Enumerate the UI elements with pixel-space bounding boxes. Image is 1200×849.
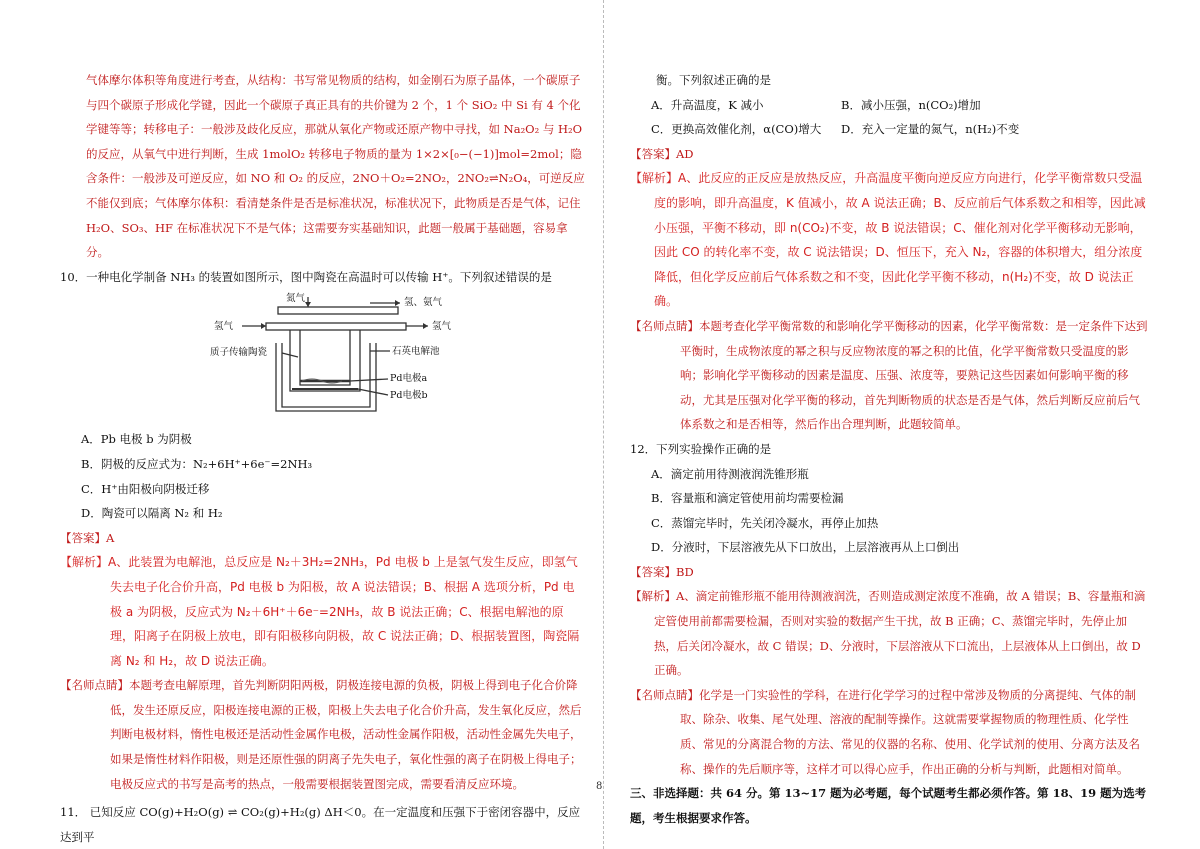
q10-analysis: 【解析】A、此装置为电解池，总反应是 N₂＋3H₂=2NH₃，Pd 电极 b 上是氢气发生反应，即氢气失去电子化合价升高，Pd 电极 b 为阳极，故 A 说法错误；B、根据 A 选项分析，Pd 电极 a 为阴极，反应式为 N₂＋6H⁺＋6e⁻=2NH₃，故 B 说法正确；C、根据电解池的原理，阳离子在阴极上放电，即有阳极移向阴极，故 C 说法正确；D、根据装置图，陶瓷隔离 N₂ 和 H₂，故 D 说法正确。 [60,555,580,668]
q11-stem: 11． 已知反应 CO(g)+H₂O(g) ⇌ CO₂(g)+H₂(g) ΔH＜0。在一定温度和压强下于密闭容器中，反应达到平 [60,805,581,844]
q11-comment: 【名师点睛】本题考查化学平衡常数的和影响化学平衡移动的因素，化学平衡常数：是一定条件下达到平衡时，生成物浓度的幂之积与反应物浓度的幂之积的比值，化学平衡常数只受温度的影响；影响化学平衡移动的因素是温度、压强、浓度等，要熟记这些因素如何影响平衡的移动，尤其是压强对化学平衡的移动，首先判断物质的状态是否是气体，然后判断反应前后气体系数之和是否相等，然后作出合理判断，此题较简单。 [630,318,1148,432]
label-hydrogen-out: 氢气 [432,321,452,333]
q9-comment-tail: 气体摩尔体积等角度进行考查，从结构：书写常见物质的结构，如金刚石为原子晶体，一个碳原子与四个碳原子形成化学键，因此一个碳原子真正具有的共价键为 2 个，1 个 SiO₂ 中 Si 有 4 个化学键等等；转移电子：一般涉及歧化反应，那就从氧化产物或还原产物中寻找，如 Na₂O₂ 与 H₂O 的反应，从氧气中进行判断，生成 1molO₂ 转移电子物质的量为 1×2×[₀−(−1)]mol=2mol；隐含条件：一般涉及可逆反应，如 NO 和 O₂ 的反应，2NO＋O₂=2NO₂，2NO₂⇌N₂O₄，可逆反应不能仅到底；气体摩尔体积：看清楚条件是否是标准状况，标准状况下，此物质是否是气体，记住 H₂O、SO₃、HF 在标准状况下不是气体；这需要夯实基础知识，此题一般属于基础题，容易拿分。 [86,73,585,260]
q10-answer: 【答案】A [60,530,115,545]
q12-option-b: B．容量瓶和滴定管使用前均需要检漏 [651,491,844,506]
q11-option-a: A．升高温度，K 减小 [651,97,764,112]
q10-option-c: C．H⁺由阳极向阴极迁移 [81,481,210,496]
q11-analysis: 【解析】A、此反应的正反应是放热反应，升高温度平衡向逆反应方向进行，化学平衡常数只受温度的影响，即升高温度，K 值减小，故 A 说法正确；B、反应前后气体系数之和相等，因此减小压强，平衡不移动，即 n(CO₂)不变，故 B 说法错误；C、催化剂对化学平衡移动无影响，因此 CO 的转化率不变，故 C 说法错误；D、恒压下，充入 N₂，容器的体积增大，组分浓度降低，但化学反应前后气体系数之和不变，因此化学平衡不移动，n(H₂)不变，故 D 说法正确。 [630,171,1146,309]
q12-analysis: 【解析】A、滴定前锥形瓶不能用待测液润洗，否则造成测定浓度不准确，故 A 错误；B、容量瓶和滴定管使用前都需要检漏，否则对实验的数据产生干扰，故 B 正确；C、蒸馏完毕时，先停止加热，后关闭冷凝水，故 C 错误；D、分液时，下层溶液从下口流出，上层液体从上口倒出，故 D 正确。 [630,589,1146,678]
q11-options-row-2 [630,117,1150,142]
q12-option-a: A．滴定前用待测液润洗锥形瓶 [651,466,809,481]
electrolysis-apparatus-figure [210,293,500,421]
apparatus-drawing [230,293,500,421]
q12-stem: 12．下列实验操作正确的是 [630,441,772,456]
q10-option-a: A．Pb 电极 b 为阴极 [81,432,192,447]
page-number: 8 [596,781,603,792]
label-hydrogen-in: 氢气 [214,321,234,333]
label-hydrogen-ammonia-out: 氢、氨气 [404,297,443,309]
q12-option-c: C．蒸馏完毕时，先关闭冷凝水，再停止加热 [651,515,879,530]
q11-option-c: C．更换高效催化剂，α(CO)增大 [651,122,822,137]
label-pd-electrode-a: Pd电极a [390,373,428,385]
q11-options-row-1 [630,93,1150,118]
label-pd-electrode-b: Pd电极b [390,390,428,402]
q12-option-d: D．分液时，下层溶液先从下口放出，上层溶液再从上口倒出 [651,540,960,555]
q11-stem-continued: 衡。下列叙述正确的是 [656,73,771,87]
label-quartz-cell: 石英电解池 [392,346,440,358]
right-column [630,68,1150,830]
q11-option-d: D．充入一定量的氮气，n(H₂)不变 [841,122,1020,137]
q11-option-b: B．减小压强，n(CO₂)增加 [841,97,981,112]
q11-answer: 【答案】AD [630,146,694,161]
column-divider [603,0,604,849]
label-proton-ceramic: 质子传输陶瓷 [210,347,268,359]
q10-option-b: B．阴极的反应式为：N₂+6H⁺+6e⁻=2NH₃ [81,456,313,471]
q12-comment: 【名师点睛】化学是一门实验性的学科，在进行化学学习的过程中常涉及物质的分离提纯、气体的制取、除杂、收集、尾气处理、溶液的配制等操作。这就需要掌握物质的物理性质、化学性质、常见的分离混合物的方法、常见的仪器的名称、使用、化学试剂的使用、分离方法及名称、操作的先后顺序等，这样才可以得心应手，作出正确的分析与判断，此题相对简单。 [630,687,1140,776]
section-3-heading: 三、非选择题：共 64 分。第 13~17 题为必考题，每个试题考生都必须作答。第 18、19 题为选考题，考生根据要求作答。 [630,786,1147,825]
left-column [60,68,585,849]
q10-option-d: D．陶瓷可以隔离 N₂ 和 H₂ [81,506,223,521]
q10-stem: 10．一种电化学制备 NH₃ 的装置如图所示，图中陶瓷在高温时可以传输 H⁺。下列叙述错误的是 [60,269,552,284]
q12-answer: 【答案】BD [630,564,694,579]
q10-comment: 【名师点睛】本题考查电解原理，首先判断阴阳两极，阴极连接电源的负极，阴极上得到电子化合价降低，发生还原反应，阳极连接电源的正极，阳极上失去电子化合价升高，发生氧化反应，然后判断电极材料，惰性电极还是活动性金属作电极，活动性金属作阳极，活动性金属先失电子，如果是惰性材料作阳极，则是还原性强的阴离子先失电子，氧化性强的离子在阴极上得电子；电极反应式的书写是高考的热点，一般需要根据装置图完成，需要看清反应环境。 [60,678,582,791]
label-nitrogen-in: 氮气 [286,293,306,305]
